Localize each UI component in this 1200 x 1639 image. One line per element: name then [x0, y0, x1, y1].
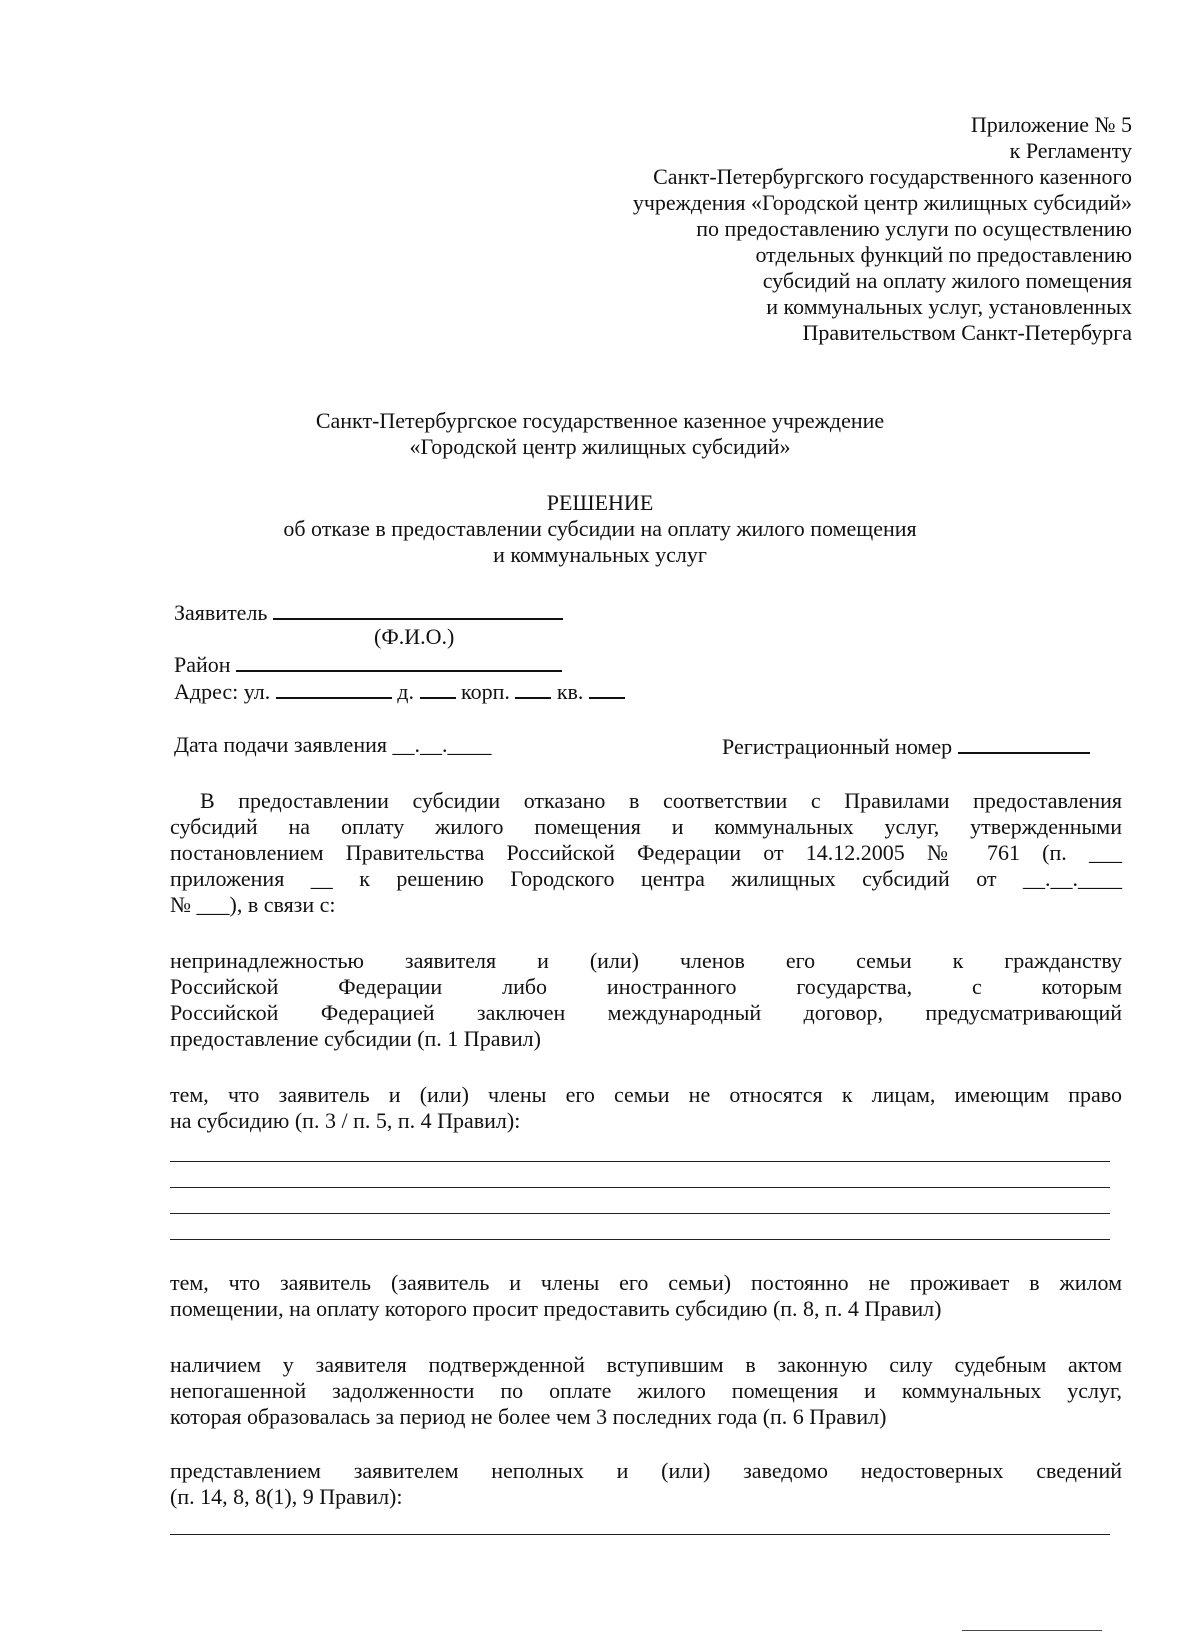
appendix-line: Приложение № 5: [970, 112, 1132, 137]
blank-line: [170, 1213, 1110, 1214]
appendix-line: к Регламенту: [1009, 138, 1132, 163]
decision-title: РЕШЕНИЕ: [546, 490, 654, 515]
reason-not-residing: [170, 1270, 1122, 1322]
building-label: корп.: [461, 679, 510, 704]
decision-subtitle: об отказе в предоставлении субсидии на оплату жилого помещения: [283, 516, 917, 541]
page-edge-mark: [962, 1630, 1102, 1631]
paragraph-line: Российской Федерации либо иностранного государства, с которым: [170, 974, 1122, 999]
intro-paragraph: [170, 788, 1122, 918]
paragraph-line: В предоставлении субсидии отказано в соответствии с Правилами предоставления: [200, 788, 1122, 813]
fio-caption: (Ф.И.О.): [374, 624, 455, 649]
institution-line: Санкт-Петербургское государственное казенное учреждение: [315, 408, 885, 433]
address-field: [174, 677, 625, 705]
flat-blank: [589, 677, 625, 699]
paragraph-line: непогашенной задолженности по оплате жилого помещения и коммунальных услуг,: [170, 1378, 1122, 1403]
house-label: д.: [397, 679, 414, 704]
blank-line: [170, 1187, 1110, 1188]
date-blank: __.__.____: [392, 732, 492, 757]
paragraph-line: которая образовалась за период не более чем 3 последних года (п. 6 Правил): [170, 1404, 887, 1429]
district-blank: [236, 650, 562, 672]
date-label: Дата подачи заявления: [174, 732, 387, 757]
address-label: Адрес: ул.: [174, 679, 271, 704]
reason-debt: [170, 1352, 1122, 1430]
blank-line: [170, 1161, 1110, 1162]
appendix-line: Правительством Санкт-Петербурга: [802, 320, 1132, 345]
submission-date-field: [174, 732, 492, 758]
reason-citizenship: [170, 948, 1122, 1052]
applicant-blank: [273, 598, 563, 620]
appendix-line: учреждения «Городской центр жилищных субсидий»: [632, 190, 1132, 215]
appendix-line: отдельных функций по предоставлению: [755, 242, 1132, 267]
paragraph-line: непринадлежностью заявителя и (или) членов его семьи к гражданству: [170, 948, 1122, 973]
paragraph-line: тем, что заявитель и (или) члены его семьи не относятся к лицам, имеющим право: [170, 1082, 1122, 1107]
paragraph-line: (п. 14, 8, 8(1), 9 Правил):: [170, 1484, 403, 1509]
district-field: [174, 650, 562, 678]
paragraph-line: субсидий на оплату жилого помещения и коммунальных услуг, утвержденными: [170, 814, 1122, 839]
paragraph-line: наличием у заявителя подтвержденной вступившим в законную силу судебным актом: [170, 1352, 1122, 1377]
street-blank: [276, 677, 392, 699]
appendix-line: и коммунальных услуг, установленных: [766, 294, 1132, 319]
appendix-line: Санкт-Петербургского государственного казенного: [653, 164, 1132, 189]
paragraph-line: помещении, на оплату которого просит предоставить субсидию (п. 8, п. 4 Правил): [170, 1296, 942, 1321]
institution-name: [0, 408, 1200, 460]
paragraph-line: тем, что заявитель (заявитель и члены его семьи) постоянно не проживает в жилом: [170, 1270, 1122, 1295]
applicant-label: Заявитель: [174, 600, 268, 625]
appendix-header: [512, 112, 1132, 346]
decision-subtitle: и коммунальных услуг: [493, 542, 707, 567]
blank-line: [170, 1239, 1110, 1240]
house-blank: [420, 677, 456, 699]
building-blank: [515, 677, 551, 699]
district-label: Район: [174, 652, 231, 677]
institution-line: «Городской центр жилищных субсидий»: [409, 434, 791, 459]
paragraph-line: предоставление субсидии (п. 1 Правил): [170, 1026, 541, 1051]
decision-heading: [0, 490, 1200, 568]
reason-not-eligible: [170, 1082, 1122, 1134]
flat-label: кв.: [556, 679, 584, 704]
blank-line: [170, 1534, 1110, 1535]
applicant-field: [174, 598, 563, 626]
paragraph-line: постановлением Правительства Российской Федерации от 14.12.2005 № 761 (п. ___: [170, 840, 1122, 865]
appendix-line: по предоставлению услуги по осуществлению: [696, 216, 1132, 241]
paragraph-line: № ___), в связи с:: [170, 892, 336, 917]
paragraph-line: Российской Федерацией заключен международный договор, предусматривающий: [170, 1000, 1122, 1025]
appendix-line: субсидий на оплату жилого помещения: [762, 268, 1132, 293]
paragraph-line: представлением заявителем неполных и (или) заведомо недостоверных сведений: [170, 1458, 1122, 1483]
reg-blank: [958, 732, 1090, 754]
paragraph-line: приложения __ к решению Городского центра жилищных субсидий от __.__.____: [170, 866, 1122, 891]
registration-number-field: [722, 732, 1090, 760]
reg-label: Регистрационный номер: [722, 734, 953, 759]
reason-incomplete-info: [170, 1458, 1122, 1510]
paragraph-line: на субсидию (п. 3 / п. 5, п. 4 Правил):: [170, 1108, 521, 1133]
